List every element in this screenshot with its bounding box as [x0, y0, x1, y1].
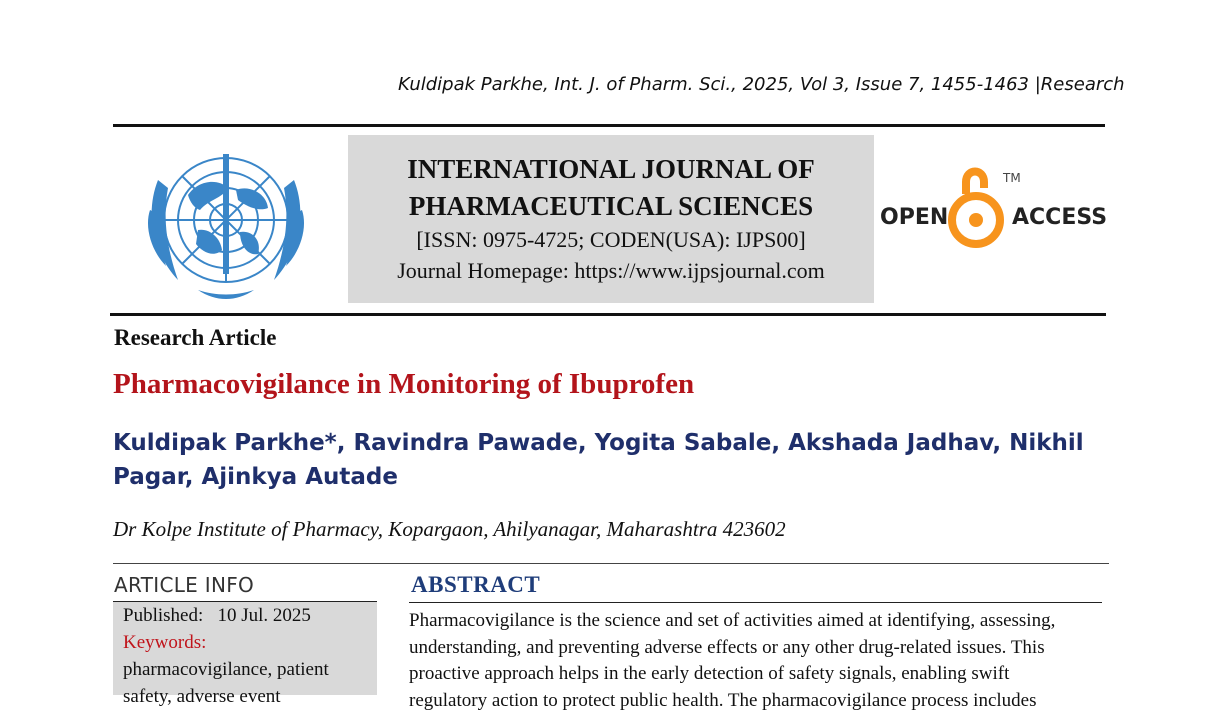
affiliation-rule: [113, 563, 1109, 564]
journal-homepage: Journal Homepage: https://www.ijpsjournal.com: [348, 255, 874, 287]
open-access-left-text: OPEN: [880, 205, 948, 230]
top-rule: [113, 124, 1105, 127]
article-info-heading: ARTICLE INFO: [114, 573, 254, 597]
affiliation: Dr Kolpe Institute of Pharmacy, Kopargaon, Ahilyanagar, Maharashtra 423602: [113, 517, 786, 542]
keywords-line1: pharmacovigilance, patient: [123, 656, 377, 683]
journal-name-line1: INTERNATIONAL JOURNAL OF: [348, 151, 874, 188]
journal-issn: [ISSN: 0975-4725; CODEN(USA): IJPS00]: [348, 225, 874, 255]
article-type: Research Article: [114, 325, 276, 351]
keywords-line2: safety, adverse event: [123, 683, 377, 710]
abstract-rule: [409, 602, 1102, 603]
abstract-line: regulatory action to protect public health. The pharmacovigilance process includes: [409, 688, 1106, 714]
running-head: Kuldipak Parkhe, Int. J. of Pharm. Sci., 2025, Vol 3, Issue 7, 1455-1463 |Research: [398, 74, 1125, 95]
authors-line1: Kuldipak Parkhe*, Ravindra Pawade, Yogita Sabale, Akshada Jadhav, Nikhil: [113, 426, 1093, 460]
authors-line2: Pagar, Ajinkya Autade: [113, 460, 1093, 494]
masthead-bottom-rule: [110, 313, 1106, 316]
open-access-right-text: ACCESS: [1012, 205, 1107, 230]
open-access-logo-icon: [880, 160, 1108, 256]
journal-name: [348, 151, 874, 225]
abstract-body: [409, 608, 1106, 695]
published-date: 10 Jul. 2025: [217, 605, 310, 626]
abstract-heading: ABSTRACT: [411, 572, 540, 598]
author-list: [113, 426, 1093, 494]
open-access-tm: TM: [1002, 171, 1021, 185]
published-label: Published:: [123, 605, 203, 626]
un-emblem-icon: [128, 140, 324, 306]
journal-name-line2: PHARMACEUTICAL SCIENCES: [348, 188, 874, 225]
journal-masthead: [348, 135, 874, 303]
article-info-box: [113, 602, 377, 695]
abstract-line: proactive approach helps in the early detection of safety signals, enabling swift: [409, 661, 1106, 688]
keywords-label: Keywords:: [123, 629, 377, 656]
abstract-line: Pharmacovigilance is the science and set of activities aimed at identifying, assessing,: [409, 608, 1106, 635]
published-row: [123, 602, 377, 629]
abstract-line: understanding, and preventing adverse effects or any other drug-related issues. This: [409, 635, 1106, 662]
article-title: Pharmacovigilance in Monitoring of Ibuprofen: [113, 368, 694, 401]
